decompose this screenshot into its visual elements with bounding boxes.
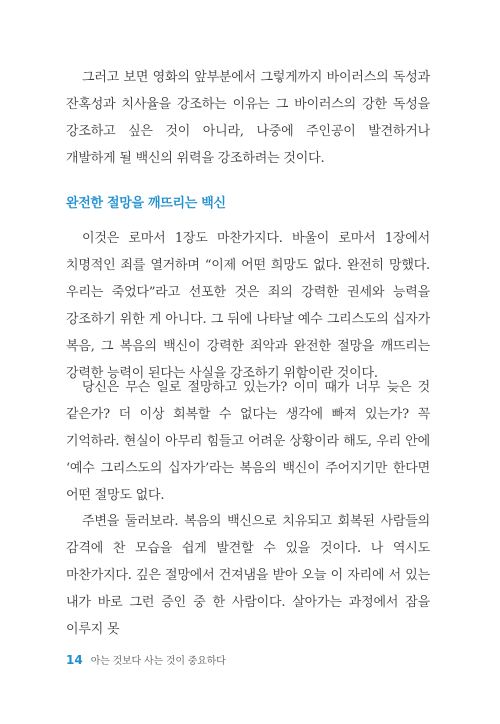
running-title: 아는 것보다 사는 것이 중요하다	[90, 656, 226, 667]
paragraph-romans-1: 이것은 로마서 1장도 마찬가지다. 바울이 로마서 1장에서 치명적인 죄를 열거하며 “이제 어떤 희망도 없다. 완전히 망했다. 우리는 죽었다”라고 선포한 것은 죄의 강력한 권세와 능력을 강조하기 위한 게 아니다. 그 뒤에 나타날 예수 그리스도의 십자가 복음, 그 복음의 백신이 강력한 죄악과 완전한 절망을 깨뜨리는 강력한 능력이 된다는 사실을 강조하기 위함이란 것이다.	[66, 231, 430, 381]
page-footer	[66, 652, 226, 667]
section-heading: 완전한 절망을 깨뜨리는 백신	[66, 196, 226, 211]
paragraph-vaccine-movie: 그러고 보면 영화의 앞부분에서 그렇게까지 바이러스의 독성과 잔혹성과 치사율을 강조하는 이유는 그 바이러스의 강한 독성을 강조하고 싶은 것이 아니라, 나중에 주인공이 발견하거나 개발하게 될 백신의 위력을 강조하려는 것이다.	[66, 70, 430, 166]
paragraph-despair-question: 당신은 무슨 일로 절망하고 있는가? 이미 때가 너무 늦은 것 같은가? 더 이상 회복할 수 없다는 생각에 빠져 있는가? 꼭 기억하라. 현실이 아무리 힘들고 어려운 상황이라 해도, 우리 안에 ‘예수 그리스도의 십자가’라는 복음의 백신이 주어지기만 한다면 어떤 절망도 없다.	[66, 380, 430, 503]
page-number: 14	[66, 653, 83, 667]
paragraph-witness: 주변을 둘러보라. 복음의 백신으로 치유되고 회복된 사람들의 감격에 찬 모습을 쉽게 발견할 수 있을 것이다. 나 역시도 마찬가지다. 깊은 절망에서 건져냄을 받아 오늘 이 자리에 서 있는 내가 바로 그런 증인 중 한 사람이다. 살아가는 과정에서 잠을 이루지 못	[66, 514, 430, 637]
